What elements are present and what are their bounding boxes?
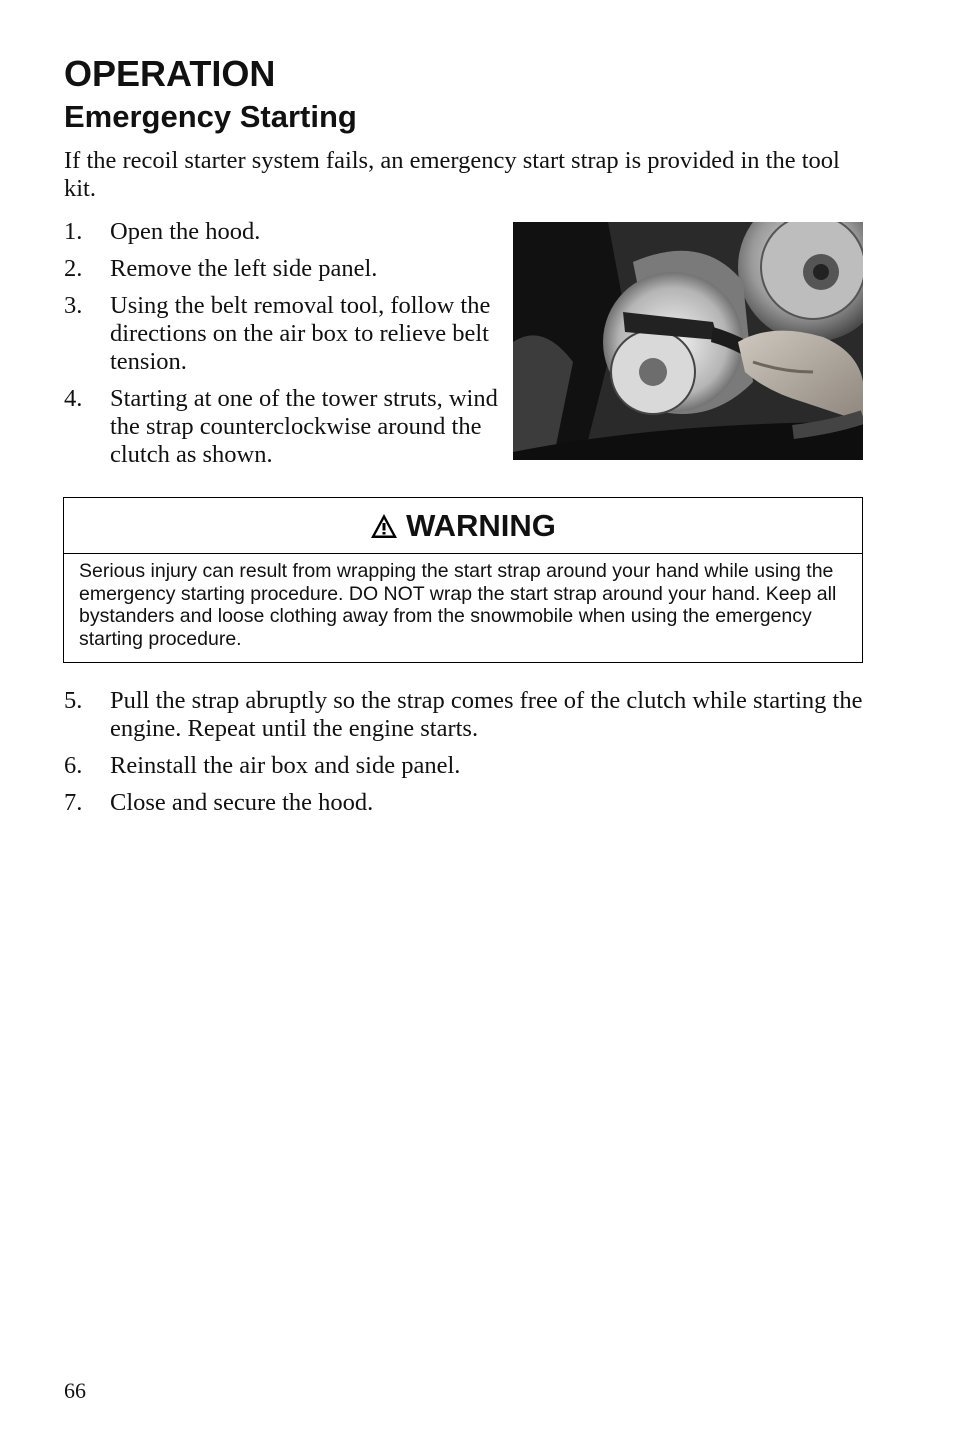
warning-triangle-icon [370, 513, 398, 539]
step-text: Open the hood. [110, 218, 261, 245]
list-item [64, 789, 864, 817]
intro-paragraph: If the recoil starter system fails, an emergency start strap is provided in the tool kit. [64, 147, 840, 202]
step-number: 2. [64, 255, 83, 282]
warning-title: WARNING [406, 507, 556, 543]
steps-list-part1 [64, 218, 504, 478]
list-item [64, 218, 504, 246]
step-number: 4. [64, 385, 83, 412]
steps-list-part2 [64, 687, 864, 826]
clutch-illustration [513, 222, 863, 460]
page-number: 66 [64, 1378, 86, 1403]
step-number: 3. [64, 292, 83, 319]
step-text: Remove the left side panel. [110, 255, 378, 282]
step-text: Pull the strap abruptly so the strap comes free of the clutch while starting the engine. Repeat until the engine starts. [110, 687, 863, 742]
step-number: 6. [64, 752, 83, 779]
step-text: Using the belt removal tool, follow the directions on the air box to relieve belt tension. [110, 292, 491, 375]
list-item [64, 385, 504, 469]
step-text: Reinstall the air box and side panel. [110, 752, 461, 779]
step-number: 7. [64, 789, 83, 816]
clutch-photo [513, 222, 863, 460]
warning-box [63, 497, 863, 663]
page-title: Emergency Starting [64, 99, 357, 134]
step-number: 1. [64, 218, 83, 245]
step-text: Close and secure the hood. [110, 789, 374, 816]
step-text: Starting at one of the tower struts, wind the strap counterclockwise around the clutch as shown. [110, 385, 498, 468]
list-item [64, 292, 504, 376]
warning-header [64, 498, 862, 554]
warning-text: Serious injury can result from wrapping the start strap around your hand while using the emergency starting procedure. DO NOT wrap the start strap around your hand. Keep all bystanders and loose clothing away from the snowmobile when using the emergency starting procedure. [79, 560, 837, 650]
list-item [64, 752, 864, 780]
step-number: 5. [64, 687, 83, 714]
list-item [64, 687, 864, 743]
section-title: OPERATION [64, 53, 276, 94]
list-item [64, 255, 504, 283]
